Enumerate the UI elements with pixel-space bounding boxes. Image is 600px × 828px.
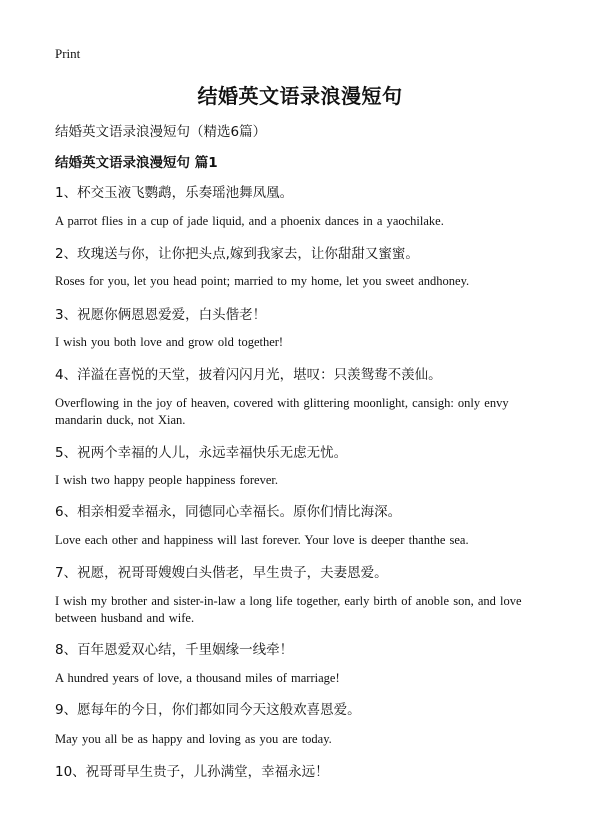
quote-en: Roses for you, let you head point; married to my home, let you sweet andhoney. [55,274,470,288]
quote-cn: 1、杯交玉液飞鹦鹉，乐奏瑶池舞凤凰。 [55,185,294,201]
quote-cn: 10、祝哥哥早生贵子，儿孙满堂，幸福永远！ [55,764,329,780]
quote-cn: 8、百年恩爱双心结，千里姻缘一线牵！ [55,642,294,658]
quote-en: A parrot flies in a cup of jade liquid, and a phoenix dances in a yaochilake. [55,214,444,228]
quote-en: I wish two happy people happiness forever. [55,473,278,487]
section-heading: 结婚英文语录浪漫短句 篇1 [55,155,218,171]
quote-en: Love each other and happiness will last forever. Your love is deeper thanthe sea. [55,533,469,547]
quote-cn: 7、祝愿，祝哥哥嫂嫂白头偕老，早生贵子，夫妻恩爱。 [55,565,388,581]
quote-cn: 6、相亲相爱幸福永，同德同心幸福长。原你们情比海深。 [55,504,402,520]
quote-cn: 5、祝两个幸福的人儿，永远幸福快乐无虑无忧。 [55,445,348,461]
quote-en: Overflowing in the joy of heaven, covered with glittering moonlight, cansigh: only envy mandarin duck, not Xian. [55,396,509,427]
quote-en: May you all be as happy and loving as you are today. [55,732,332,746]
quote-cn: 2、玫瑰送与你，让你把头点,嫁到我家去，让你甜甜又蜜蜜。 [55,246,419,262]
quote-en: I wish you both love and grow old together! [55,335,284,349]
quote-en: A hundred years of love, a thousand miles of marriage! [55,671,340,685]
print-label: Print [55,46,81,61]
quote-cn: 3、祝愿你俩恩恩爱爱，白头偕老！ [55,307,267,323]
document-subtitle: 结婚英文语录浪漫短句（精选6篇） [55,124,267,140]
quote-cn: 4、洋溢在喜悦的天堂，披着闪闪月光，堪叹：只羡鸳鸯不羡仙。 [55,367,442,383]
quote-en: I wish my brother and sister-in-law a long life together, early birth of anoble son, and love between husband and wife. [55,594,522,625]
page-title: 结婚英文语录浪漫短句 [197,84,403,108]
quote-cn: 9、愿每年的今日，你们都如同今天这般欢喜恩爱。 [55,702,361,718]
